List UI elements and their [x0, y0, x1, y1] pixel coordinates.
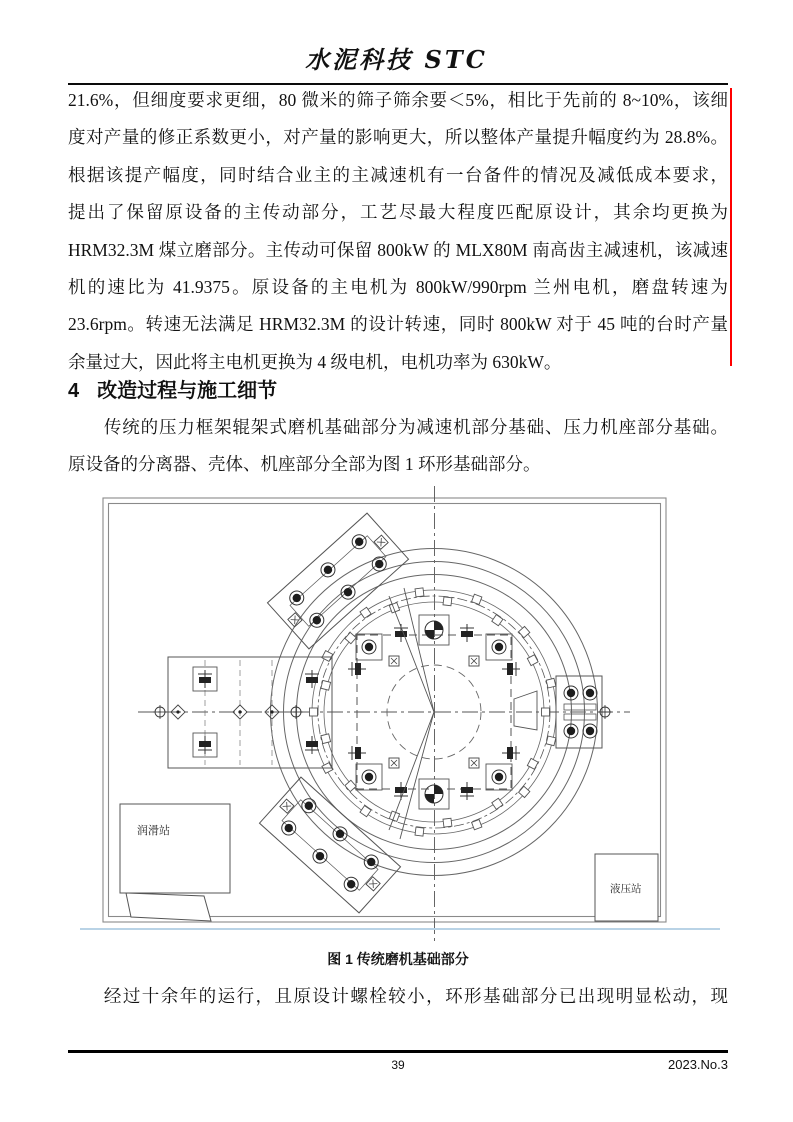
hydraulic-station-box — [595, 854, 658, 921]
gearbox-bolts — [153, 670, 319, 754]
text-line: 23.6rpm。转速无法满足 HRM32.3M 的设计转速，同时 800kW 对于 45 吨的台时产量 — [68, 314, 728, 335]
page-number: 39 — [391, 1058, 405, 1072]
paragraph-intro — [68, 82, 728, 381]
text-line: HRM32.3M 煤立磨部分。主传动可保留 800kW 的 MLX80M 南高齿主减速机，该减速 — [68, 239, 728, 260]
wedge-lines — [389, 588, 434, 839]
lubrication-station-label: 润滑站 — [137, 825, 170, 837]
lower-left-mount — [259, 777, 400, 913]
text-line: 经过十余年的运行，且原设计螺栓较小，环形基础部分已出现明显松动，现 — [103, 986, 728, 1006]
footer-rule — [68, 1050, 728, 1053]
text-line: 原设备的分离器、壳体、机座部分全部为图 1 环形基础部分。 — [68, 454, 541, 475]
paragraph-foundation — [68, 409, 728, 484]
revision-change-bar — [730, 88, 732, 366]
journal-title: 水泥科技 STC — [305, 45, 488, 74]
text-line: 根据该提产幅度，同时结合业主的主减速机有一台备件的情况及减低成本要求， — [68, 164, 728, 185]
text-line: 余量过大，因此将主电机更换为 4 级电机，电机功率为 630kW。 — [68, 351, 562, 372]
text-line: 21.6%，但细度要求更细，80 微米的筛子筛余要＜5%，相比于先前的 8~10%，该细 — [68, 90, 728, 110]
footer — [68, 1056, 728, 1074]
wedge-block — [514, 691, 537, 730]
paragraph-operation — [68, 978, 728, 1015]
figure-divider-line — [80, 928, 720, 930]
section-heading — [68, 373, 728, 409]
lubrication-station-box — [120, 804, 230, 921]
section-number: 4 — [68, 380, 80, 402]
figure-caption: 图 1 传统磨机基础部分 — [327, 951, 469, 967]
hydraulic-station-label: 液压站 — [610, 883, 642, 895]
text-line: 机的速比为 41.9375。原设备的主电机为 800kW/990rpm 兰州电机，磨盘转速为 — [68, 277, 728, 298]
text-line: 提出了保留原设备的主传动部分，工艺尽最大程度匹配原设计，其余均更换为 — [68, 202, 728, 223]
issue-number: 2023.No.3 — [668, 1057, 728, 1072]
text-line: 度对产量的修正系数更小，对产量的影响更大，所以整体产量提升幅度约为 28.8%。 — [68, 127, 728, 148]
text-line: 传统的压力框架辊架式磨机基础部分为减速机部分基础、压力机座部分基础。 — [103, 417, 728, 437]
section-title: 改造过程与施工细节 — [97, 380, 278, 402]
upper-left-mount — [267, 513, 408, 649]
mill-foundation-drawing — [78, 476, 724, 948]
